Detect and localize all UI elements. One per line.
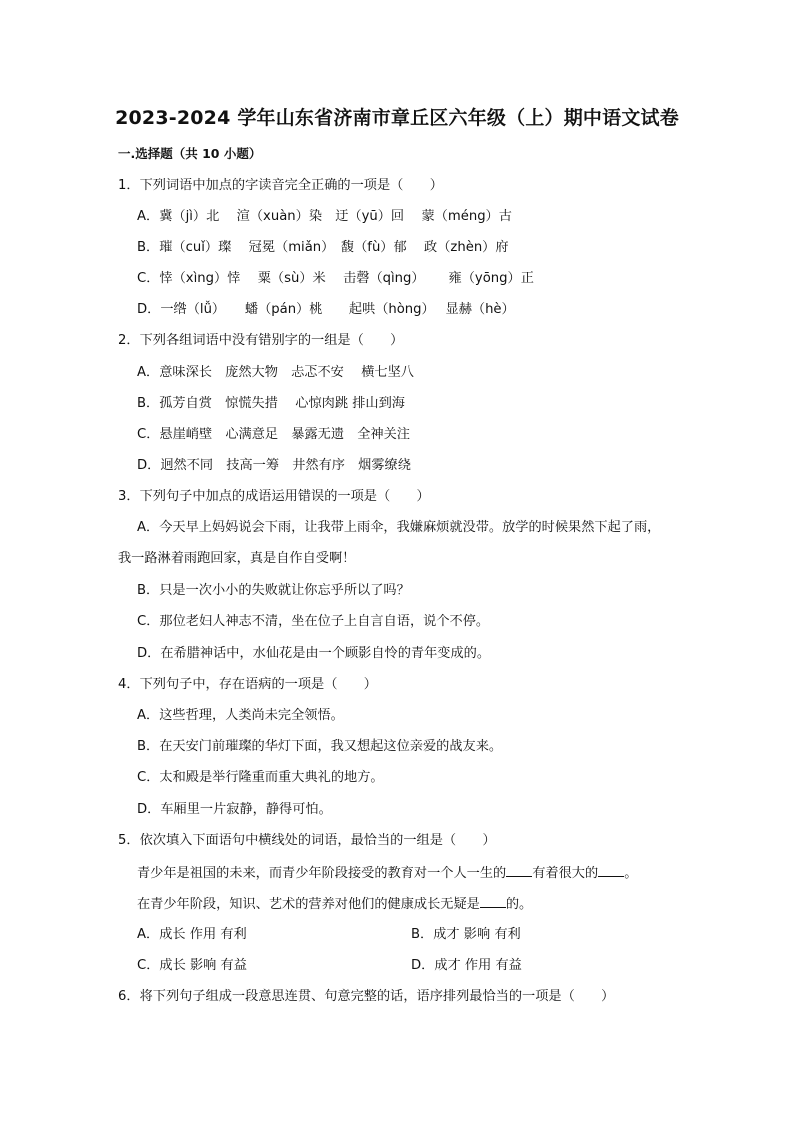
- question-3-stem: 3．下列句子中加点的成语运用错误的一项是（ ）: [118, 489, 430, 504]
- question-2-option-a: A．意味深长 庞然大物 忐忑不安 横七坚八: [137, 365, 414, 380]
- question-6-stem: 6．将下列句子组成一段意思连贯、句意完整的话，语序排列最恰当的一项是（ ）: [118, 989, 615, 1004]
- question-5-passage-text-5: 的。: [505, 897, 533, 912]
- question-1-option-c: C．悻（xìng）悻 粟（sù）米 击磬（qìng） 雍（yōng）正: [137, 271, 534, 286]
- question-5-passage-text-3: 。: [624, 866, 638, 881]
- question-5-option-c: C．成长 影响 有益: [137, 958, 247, 973]
- question-5-passage-text-2: 有着很大的: [532, 866, 599, 881]
- question-5-passage-text-1: 青少年是祖国的未来，而青少年阶段接受的教育对一个人一生的: [137, 866, 507, 881]
- question-1-option-d: D．一绺（lǚ） 蟠（pán）桃 起哄（hòng） 显赫（hè）: [137, 302, 515, 317]
- question-3-option-a-line-2: 我一路淋着雨跑回家，真是自作自受啊！: [118, 551, 356, 566]
- question-2-stem: 2．下列各组词语中没有错别字的一组是（ ）: [118, 333, 404, 348]
- question-5-passage-line-1: [137, 862, 637, 884]
- question-2-option-b: B．孤芳自赏 惊慌失措 心惊肉跳 排山到海: [137, 396, 405, 411]
- question-5-passage-line-2: [137, 893, 532, 915]
- section-heading: 一.选择题（共 10 小题）: [118, 146, 262, 161]
- question-1-option-a: A．冀（jì）北 渲（xuàn）染 迂（yū）回 蒙（méng）古: [137, 209, 512, 224]
- question-1-stem: 1．下列词语中加点的字读音完全正确的一项是（ ）: [118, 178, 443, 193]
- question-3-option-d: D．在希腊神话中，水仙花是由一个顾影自怜的青年变成的。: [137, 646, 491, 661]
- question-5-stem: 5．依次填入下面语句中横线处的词语，最恰当的一组是（ ）: [118, 833, 496, 848]
- fill-blank-3: [480, 893, 506, 908]
- question-3-option-c: C．那位老妇人神志不清，坐在位子上自言自语，说个不停。: [137, 614, 490, 629]
- question-3-option-a-line-1: A．今天早上妈妈说会下雨，让我带上雨伞，我嫌麻烦就没带。放学的时候果然下起了雨，: [137, 520, 661, 535]
- question-4-stem: 4．下列句子中，存在语病的一项是（ ）: [118, 677, 377, 692]
- question-4-option-d: D．车厢里一片寂静，静得可怕。: [137, 802, 332, 817]
- question-2-option-d: D．迥然不同 技高一筹 井然有序 烟雾缭绕: [137, 458, 411, 473]
- question-4-option-a: A．这些哲理，人类尚未完全领悟。: [137, 708, 344, 723]
- question-4-option-b: B．在天安门前璀璨的华灯下面，我又想起这位亲爱的战友来。: [137, 739, 503, 754]
- fill-blank-2: [598, 862, 624, 877]
- exam-title: 2023-2024 学年山东省济南市章丘区六年级（上）期中语文试卷: [115, 107, 679, 129]
- question-4-option-c: C．太和殿是举行隆重而重大典礼的地方。: [137, 770, 384, 785]
- question-3-option-b: B．只是一次小小的失败就让你忘乎所以了吗？: [137, 583, 410, 598]
- fill-blank-1: [506, 862, 532, 877]
- question-5-passage-text-4: 在青少年阶段，知识、艺术的营养对他们的健康成长无疑是: [137, 897, 480, 912]
- question-5-option-b: B．成才 影响 有利: [411, 927, 521, 942]
- question-5-option-a: A．成长 作用 有利: [137, 927, 247, 942]
- question-1-option-b: B．璀（cuǐ）璨 冠冕（miǎn） 馥（fù）郁 政（zhèn）府: [137, 240, 509, 255]
- question-5-option-d: D．成才 作用 有益: [411, 958, 522, 973]
- question-2-option-c: C．悬崖峭壁 心满意足 暴露无遗 全神关注: [137, 427, 410, 442]
